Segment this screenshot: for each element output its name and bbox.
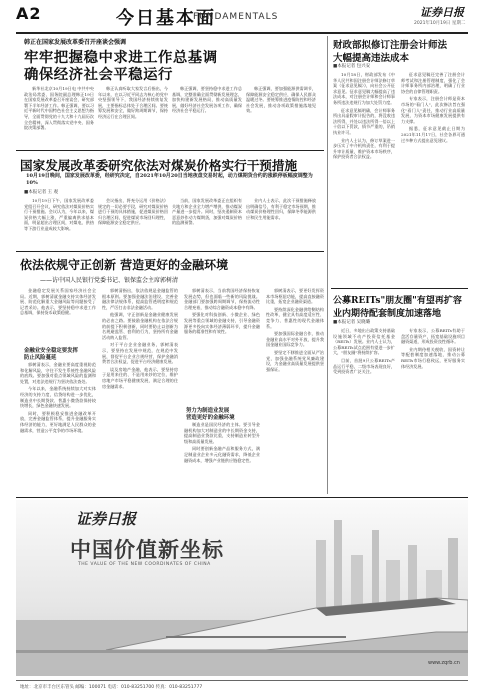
article2-title: 国家发展改革委研究依法对煤炭价格实行干预措施 — [20, 158, 298, 173]
page-code: A2 — [16, 4, 42, 23]
article3-title: 依法依规守正创新 营造更好的金融环境 — [20, 258, 229, 272]
article3-col2: 郭树清指出，依法依规是金融监管的根本原则。要加强金融法治建设，完善金融法律法规体系，提高监管透明度和规范性，严厉打击非法金融活动。 他强调，守正创新是金融业健康发展的必由之路。要鼓励金融机构在依法合规的前提下积极创新，同时要防止以创新为名规避监管、套利的行为，坚持所有金融活动纳入监管。 对于平台企业金融业务，郭树清表示，要坚持在发展中规范，在规范中发展，督促平台企业合规经营，保护金融消费者合法权益，促进平台经济健康发展。 谈及房地产金融，他表示，要坚持房子是用来住的、不是用来炒的定位，维护房地产市场平稳健康发展，满足合理的住房金融需求。 — [102, 288, 178, 389]
article1-col4: 韩正强调，要加强能源供需调节，保障能源安全稳定供应，确保人民群众温暖过冬。要统筹推进疫情防控和经济社会发展，推动各项政策措施落地见效。 — [246, 86, 316, 114]
article2-col4: 业内人士表示，此次干预措施释放出明确信号，有利于稳定市场预期，推动煤炭价格理性回归，保障冬季能源供应和民生用能需求。 — [246, 198, 316, 220]
article3-subhead4: 营造更好的金融环境 — [186, 415, 235, 421]
article3-col3: 郭树清表示，当前我国经济保持恢复发展态势，但也面临一些新的风险挑战。金融部门要加强跨周期调节，保持流动性合理充裕，推动综合融资成本稳中有降。 要强化对科技创新、小微企业、绿色发展等重点领域的金融支持，引导金融资源更多投向实体经济薄弱环节，提升金融服务的精准性和有效性。 — [184, 288, 260, 335]
article5-reporter: ■本报记者 吴晓璐 — [333, 320, 371, 325]
ad-banner — [16, 500, 468, 676]
article3-subhead2: 防止风险蔓延 — [24, 355, 57, 361]
divider-a2 — [16, 251, 324, 252]
article5-col1: 近日，多地出台政策支持基础设施领域不动产投资信托基金（REITs）发展。业内人士认为，公募REITs试点范围有望进一步扩大，"朋友圈"将持续扩容。 目前，首批9只公募REITs产品运行平稳，二级市场表现良好，受到投资者广泛关注。 — [333, 328, 395, 375]
article4-col2: 征求意见稿还完善了注册会计师考试和注册管理制度，强化了会计师事务所内部治理，明确了行业协会的自律管理职责。 专家表示，注册会计师是资本市场的"看门人"，此次修法旨在强化"看门人"责任，推动行业高质量发展，为资本市场健康发展提供有力支撑。 据悉，征求意见截止日期为2021年11月17日，社会各界可通过多种方式提出意见建议。 — [401, 72, 465, 143]
divider-a4 — [331, 288, 468, 289]
ad-tagline: THE VALUE OF THE NEW COORDINATES OF CHINA — [78, 562, 211, 567]
section-title: 今日基本面 — [116, 8, 216, 29]
article3-subtitle: ——访中国人民银行党委书记、银保监会主席郭树清 — [40, 277, 179, 284]
divider-ad-top — [16, 497, 468, 498]
article2-subtitle: 10月19日晚间，国家发展改革委，经研究决定，自2021年10月20日当地夜盘交易时起，动力煤期货合约的涨跌停板幅度调整为10% — [26, 173, 313, 186]
article4-col1: 10月18日，财政部发布《中华人民共和国注册会计师法修订草案（征求意见稿）》，向社会公开征求意见。征求意见稿大幅提高了违法成本，对注册会计师和会计师事务所违法违规行为加大处罚力度。 征求意见稿明确，会计师事务所出具虚假审计报告的，将没收违法所得，并处以违法所得一倍以上十倍以下罚款，情节严重的，吊销执业许可。 业内人士认为，修订草案进一步压实了中介机构责任，有利于提升审计质量，维护资本市场秩序，保护投资者合法权益。 — [333, 72, 395, 160]
article1-title-line2: 确保经济社会平稳运行 — [24, 66, 173, 83]
article2-col2: 会议指出，将充分运用《价格法》规定的一切必要手段，研究对煤炭价格进行干预的具体措施，促进煤炭价格回归合理区间，促进煤炭市场回归理性，保障能源安全稳定供应。 — [98, 198, 168, 226]
article5-title-line1: 公募REITs"朋友圈"有望再扩容 — [333, 296, 462, 306]
article3-col1: 金融稳定发展关系国家经济社会全局。近期，郭树清就金融支持实体经济发展、防范化解重大金融风险等问题接受了记者采访。他表示，要坚持稳中求进工作总基调，保持货币政策稳健。 — [20, 288, 96, 316]
article1-kicker: 韩正在国家发展改革委召开座谈会强调 — [24, 39, 127, 46]
ad-headline: 中国价值新坐标 — [70, 537, 224, 562]
vertical-divider — [327, 36, 328, 494]
article3-subhead3: 努力为制造业发展 — [186, 408, 230, 414]
footer-rule — [16, 680, 468, 681]
article4-title-line1: 财政部拟修订注册会计师法 — [333, 40, 448, 51]
divider-a1 — [16, 150, 324, 151]
article1-title-line1: 牢牢把握稳中求进工作总基调 — [24, 49, 218, 66]
article3-col1b: 郭树清表示，金融业要高度重视防范和化解风险，守住不发生系统性金融风险的底线。要加强对重点领域风险的监测和处置，对违法违规行为坚决依法查处。 今年以来，金融系统持续加大对实体经济的支持力度，信贷结构进一步优化，制造业中长期贷款、普惠小微贷款保持较快增长，绿色金融快速发展。 同时，要积极稳妥推进金融改革开放，完善金融监管体系，提升金融服务实体经济的能力，更好地满足人民群众的金融需求，营造公平竞争的市场环境。 — [20, 362, 96, 433]
article1-col1: 新华社北京10月19日电 中共中央政治局常委、国务院副总理韩正19日在国家发展改革委召开座谈会，研究部署下半年经济工作。韩正强调，要以习近平新时代中国特色社会主义思想为指导，全面贯彻党的十九大和十九届历次全会精神，深入贯彻落实党中央、国务院决策部署。 — [24, 86, 94, 131]
article5-col2: 专家表示，公募REITs有助于盘活存量资产，拓宽基础设施项目融资渠道，形成投资良性循环。 业内期待相关税收、国资转让等配套制度加速落地，推动公募REITs市场行稳致远，更好服务实体经济发展。 — [401, 328, 465, 369]
article3-col4: 郭树清表示，要更好发挥资本市场枢纽功能，提高直接融资比重，拓宽企业融资渠道。 要持续深化金融供给侧结构性改革，健全具有高度适应性、竞争力、普惠性的现代金融体系。 要加强国际金融合作，推动金融业高水平对外开放，提升我国金融业国际竞争力。 要坚定不移推进全面从严治党，加强金融系统党风廉政建设，为金融业高质量发展提供坚强保证。 — [266, 288, 324, 372]
footer-info: 地址：北京市丰台区东管头 邮编：100071 电话：010-83251700 传真：010-83251777 — [20, 685, 203, 690]
ad-logo: 证券日报 — [76, 510, 137, 528]
masthead-logo: 证券日报 — [420, 6, 464, 19]
header-meta: 2021年10月19日 星期二 — [414, 21, 466, 26]
article2-col3: 当前，国家发展改革委正在组织有关地方和企业全力增产增供，推动煤炭产量进一步提升。同时，坚决遏制资本恶意炒作动力煤期货，加强对煤炭价格的监测预警。 — [172, 198, 242, 226]
article3-col3b: 制造业是国民经济的主体。要引导金融机构加大对制造业的中长期资金支持，提高制造业贷款比重，支持制造业转型升级和高质量发展。 同时要创新金融产品和服务方式，满足制造业企业多元化融资需求，降低企业融资成本，增强产业链供应链稳定性。 — [184, 422, 260, 463]
article1-col3: 韩正强调，要坚持稳中求进工作总基调，完整准确全面贯彻新发展理念，加快构建新发展格局，推动高质量发展，做好经济社会发展各项工作，确保经济社会平稳运行。 — [172, 86, 242, 114]
article5-title-line2: 业内期待配套制度加速落地 — [333, 309, 442, 319]
article3-subhead1: 金融业安全稳定要发挥 — [24, 348, 78, 354]
article1-col2: 韩正认真听取大家发言后指出，今年以来，在以习近平同志为核心的党中央坚强领导下，我国经济持续恢复发展，主要指标总体处于合理区间。要统筹发展和安全，做好跨周期调节，保持经济运行在合理区间。 — [98, 86, 168, 119]
article4-title-line2: 大幅提高违法成本 — [333, 53, 410, 64]
article4-reporter: ■本报记者 包兴安 — [333, 64, 371, 69]
article2-col1: 10月19日下午，国家发展改革委党组召开会议，研究依法对煤炭价格实行干预措施。会议认为，今年以来，煤炭价格大幅上涨，严重偏离供求基本面，明显超出合理区间，对煤电、供热等下游行业造成较大影响。 — [24, 198, 94, 231]
section-title-en: FUNDAMENTALS — [193, 12, 279, 22]
page-header — [0, 0, 484, 30]
header-rule — [16, 32, 468, 34]
ad-site: www.zqrb.cn — [428, 660, 460, 666]
article2-byline: ■本报记者 王 观 — [24, 190, 59, 195]
